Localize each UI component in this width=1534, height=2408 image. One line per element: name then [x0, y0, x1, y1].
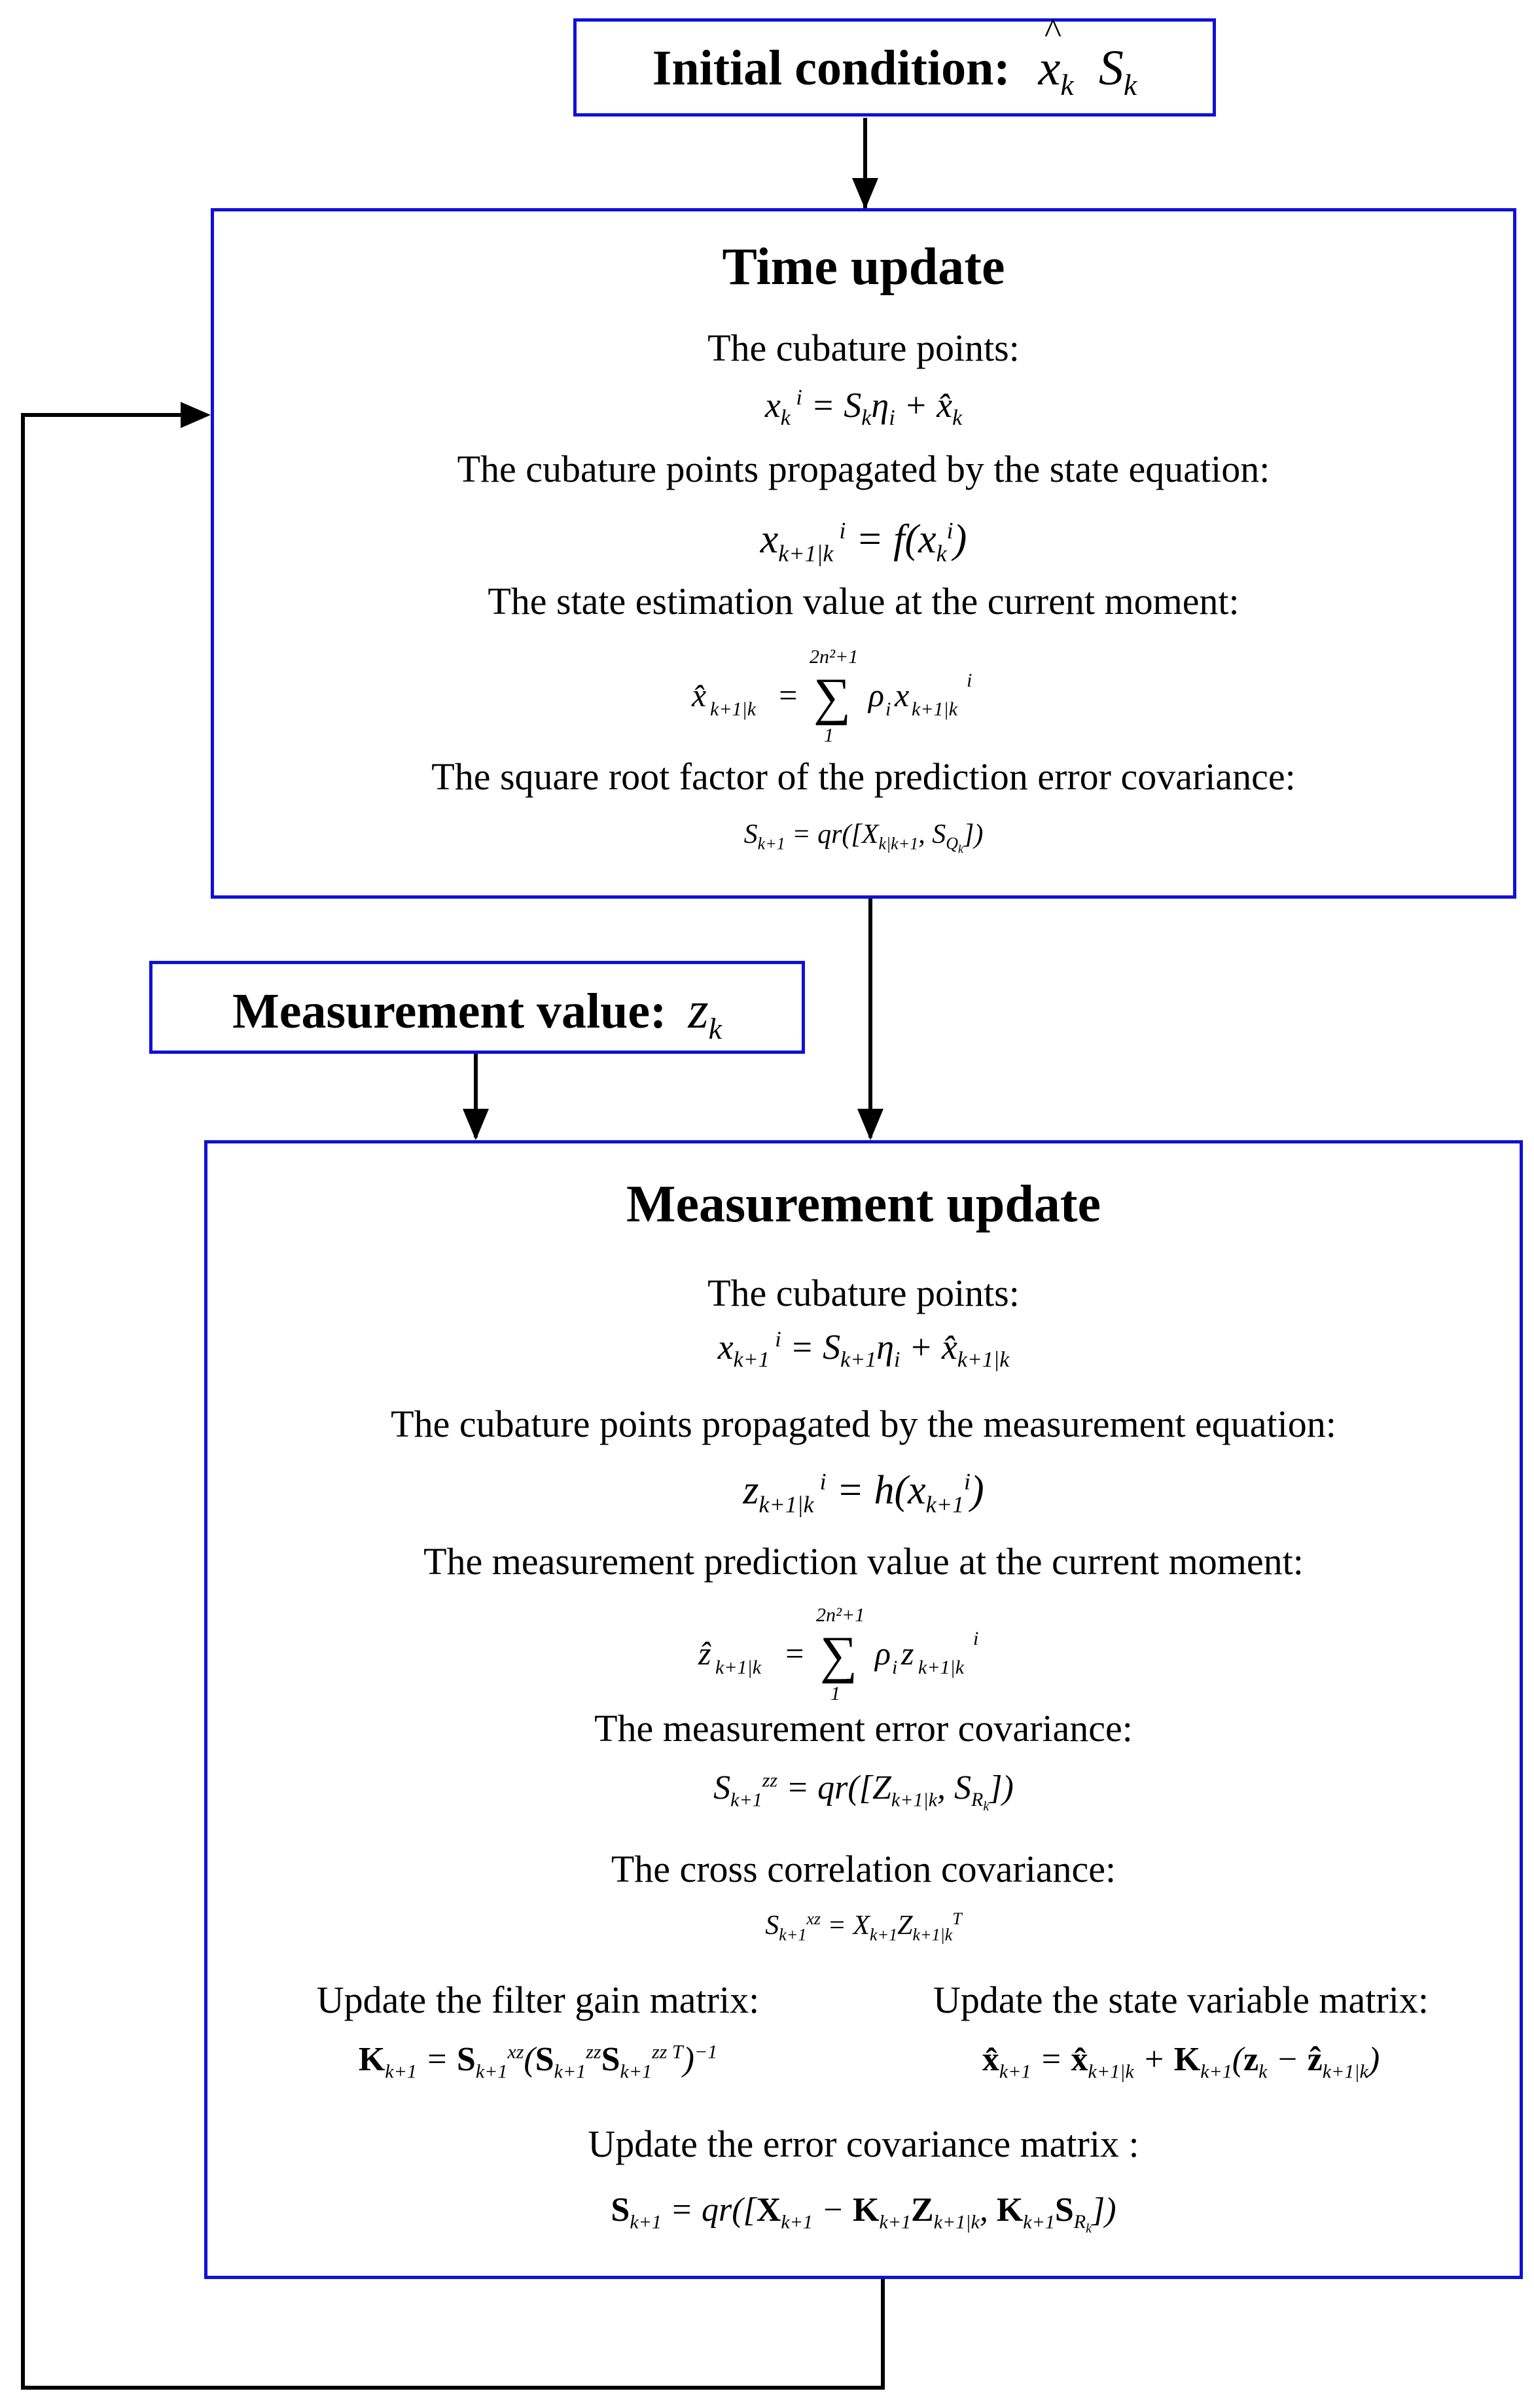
svg-text:ρ: ρ [875, 1635, 891, 1672]
arrowhead-feedback [181, 402, 211, 428]
measurement-value-box [149, 961, 805, 1054]
svg-text:i: i [967, 670, 972, 691]
svg-text:ρ: ρ [868, 677, 884, 713]
meas-error-cov-equation: $S_{k+1}^{zz} = qr([Z_{k+1|k}$, $S_{R_k}$]) [713, 1769, 1014, 1814]
arrowhead-measurement-value [463, 1109, 489, 1140]
time-propagated-equation: $x_{k+1|k}$ $^i = f(x_k^i)$ [760, 517, 967, 567]
meas-cross-label: The cross correlation covariance: [611, 1848, 1116, 1890]
svg-text:k+1|k: k+1|k [918, 1657, 965, 1678]
svg-text:1: 1 [830, 1683, 840, 1704]
time-propagated-label: The cubature points propagated by the state equation: [457, 448, 1270, 490]
svg-text:x̂: x̂ [692, 677, 707, 713]
time-update-title: Time update [722, 238, 1005, 296]
svg-text:∑: ∑ [813, 668, 851, 726]
svg-text:k+1|k: k+1|k [710, 698, 757, 720]
svg-text:i: i [885, 698, 891, 720]
meas-errmat-equation: $S_{k+1} = qr([X_{k+1} - K_{k+1}Z_{k+1|k}$, $K_{k+1}S_{R_k}$]) [611, 2191, 1116, 2237]
svg-text:1: 1 [824, 725, 834, 746]
svg-text:2n²+1: 2n²+1 [816, 1604, 865, 1626]
meas-error-cov-label: The measurement error covariance: [594, 1707, 1133, 1750]
meas-cubature-label: The cubature points: [707, 1272, 1020, 1314]
meas-prediction-equation [207, 1602, 1520, 1706]
meas-errmat-label: Update the error covariance matrix : [588, 2123, 1139, 2165]
time-sqrt-label: The square root factor of the prediction error covariance: [431, 755, 1296, 798]
svg-text:2n²+1: 2n²+1 [810, 646, 859, 668]
meas-propagated-label: The cubature points propagated by the measurement equation: [391, 1403, 1336, 1445]
measurement-update-box [204, 1140, 1523, 2279]
time-update-box [211, 208, 1516, 899]
svg-text:i: i [973, 1628, 979, 1649]
svg-text:x: x [895, 677, 910, 713]
initial-condition-box [573, 11, 1216, 117]
measurement-value-symbol: $z_k$ [688, 982, 722, 1045]
measurement-update-title: Measurement update [626, 1176, 1101, 1233]
initial-condition-label: Initial condition: [652, 41, 1010, 96]
meas-cross-equation: $S_{k+1}^{xz} = X_{k+1}Z_{k+1|k}^T$ [765, 1909, 962, 1945]
meas-state-equation: $x̂_{k+1}$ = $x̂_{k+1|k} + K_{k+1}(z_k$ − ẑ$_{k+1|k}$) [982, 2041, 1380, 2083]
svg-text:z: z [901, 1635, 914, 1672]
time-estimate-equation [214, 643, 1513, 748]
arrowhead-time-update [852, 178, 878, 209]
meas-gain-equation: $K_{k+1} = S_{k+1}^{xz}(S_{k+1}^{zz}S_{k+1}^{zz T})^{-1}$ [358, 2041, 718, 2083]
meas-cubature-equation: $x_{k+1}$ $^i = S_{k+1}\eta_i$ + $x̂_{k+1|k}$ [717, 1327, 1010, 1372]
time-cubature-equation: $x_k$ $^i = S_k\eta_i$ + $x̂_k$ [764, 386, 963, 430]
svg-text:k+1|k: k+1|k [912, 698, 958, 720]
svg-text:∑: ∑ [820, 1626, 858, 1684]
svg-text:k+1|k: k+1|k [715, 1657, 762, 1678]
meas-prediction-label: The measurement prediction value at the current moment: [423, 1540, 1304, 1583]
svg-text:ẑ: ẑ [698, 1635, 711, 1672]
meas-state-label: Update the state variable matrix: [933, 1979, 1429, 2021]
svg-text:i: i [892, 1657, 898, 1678]
time-estimate-label: The state estimation value at the current moment: [488, 580, 1240, 622]
meas-prediction-formula [692, 1602, 1111, 1706]
meas-gain-label: Update the filter gain matrix: [316, 1979, 760, 2021]
meas-propagated-equation: $z_{k+1|k}$ $^i = h(x_{k+1}^i)$ [743, 1468, 984, 1518]
time-estimate-formula [685, 643, 1104, 748]
time-cubature-label: The cubature points: [707, 327, 1020, 369]
svg-text:=: = [783, 1635, 806, 1672]
time-sqrt-equation: $S_{k+1} = qr([X_{k|k+1}$, $S_{Q_k}$]) [743, 819, 984, 856]
arrowhead-measurement-update [857, 1109, 883, 1140]
initial-condition-symbols: x ^ $_k$ $S_k$ [1038, 11, 1137, 102]
measurement-value-label: Measurement value: [232, 984, 667, 1039]
svg-text:=: = [777, 677, 799, 713]
